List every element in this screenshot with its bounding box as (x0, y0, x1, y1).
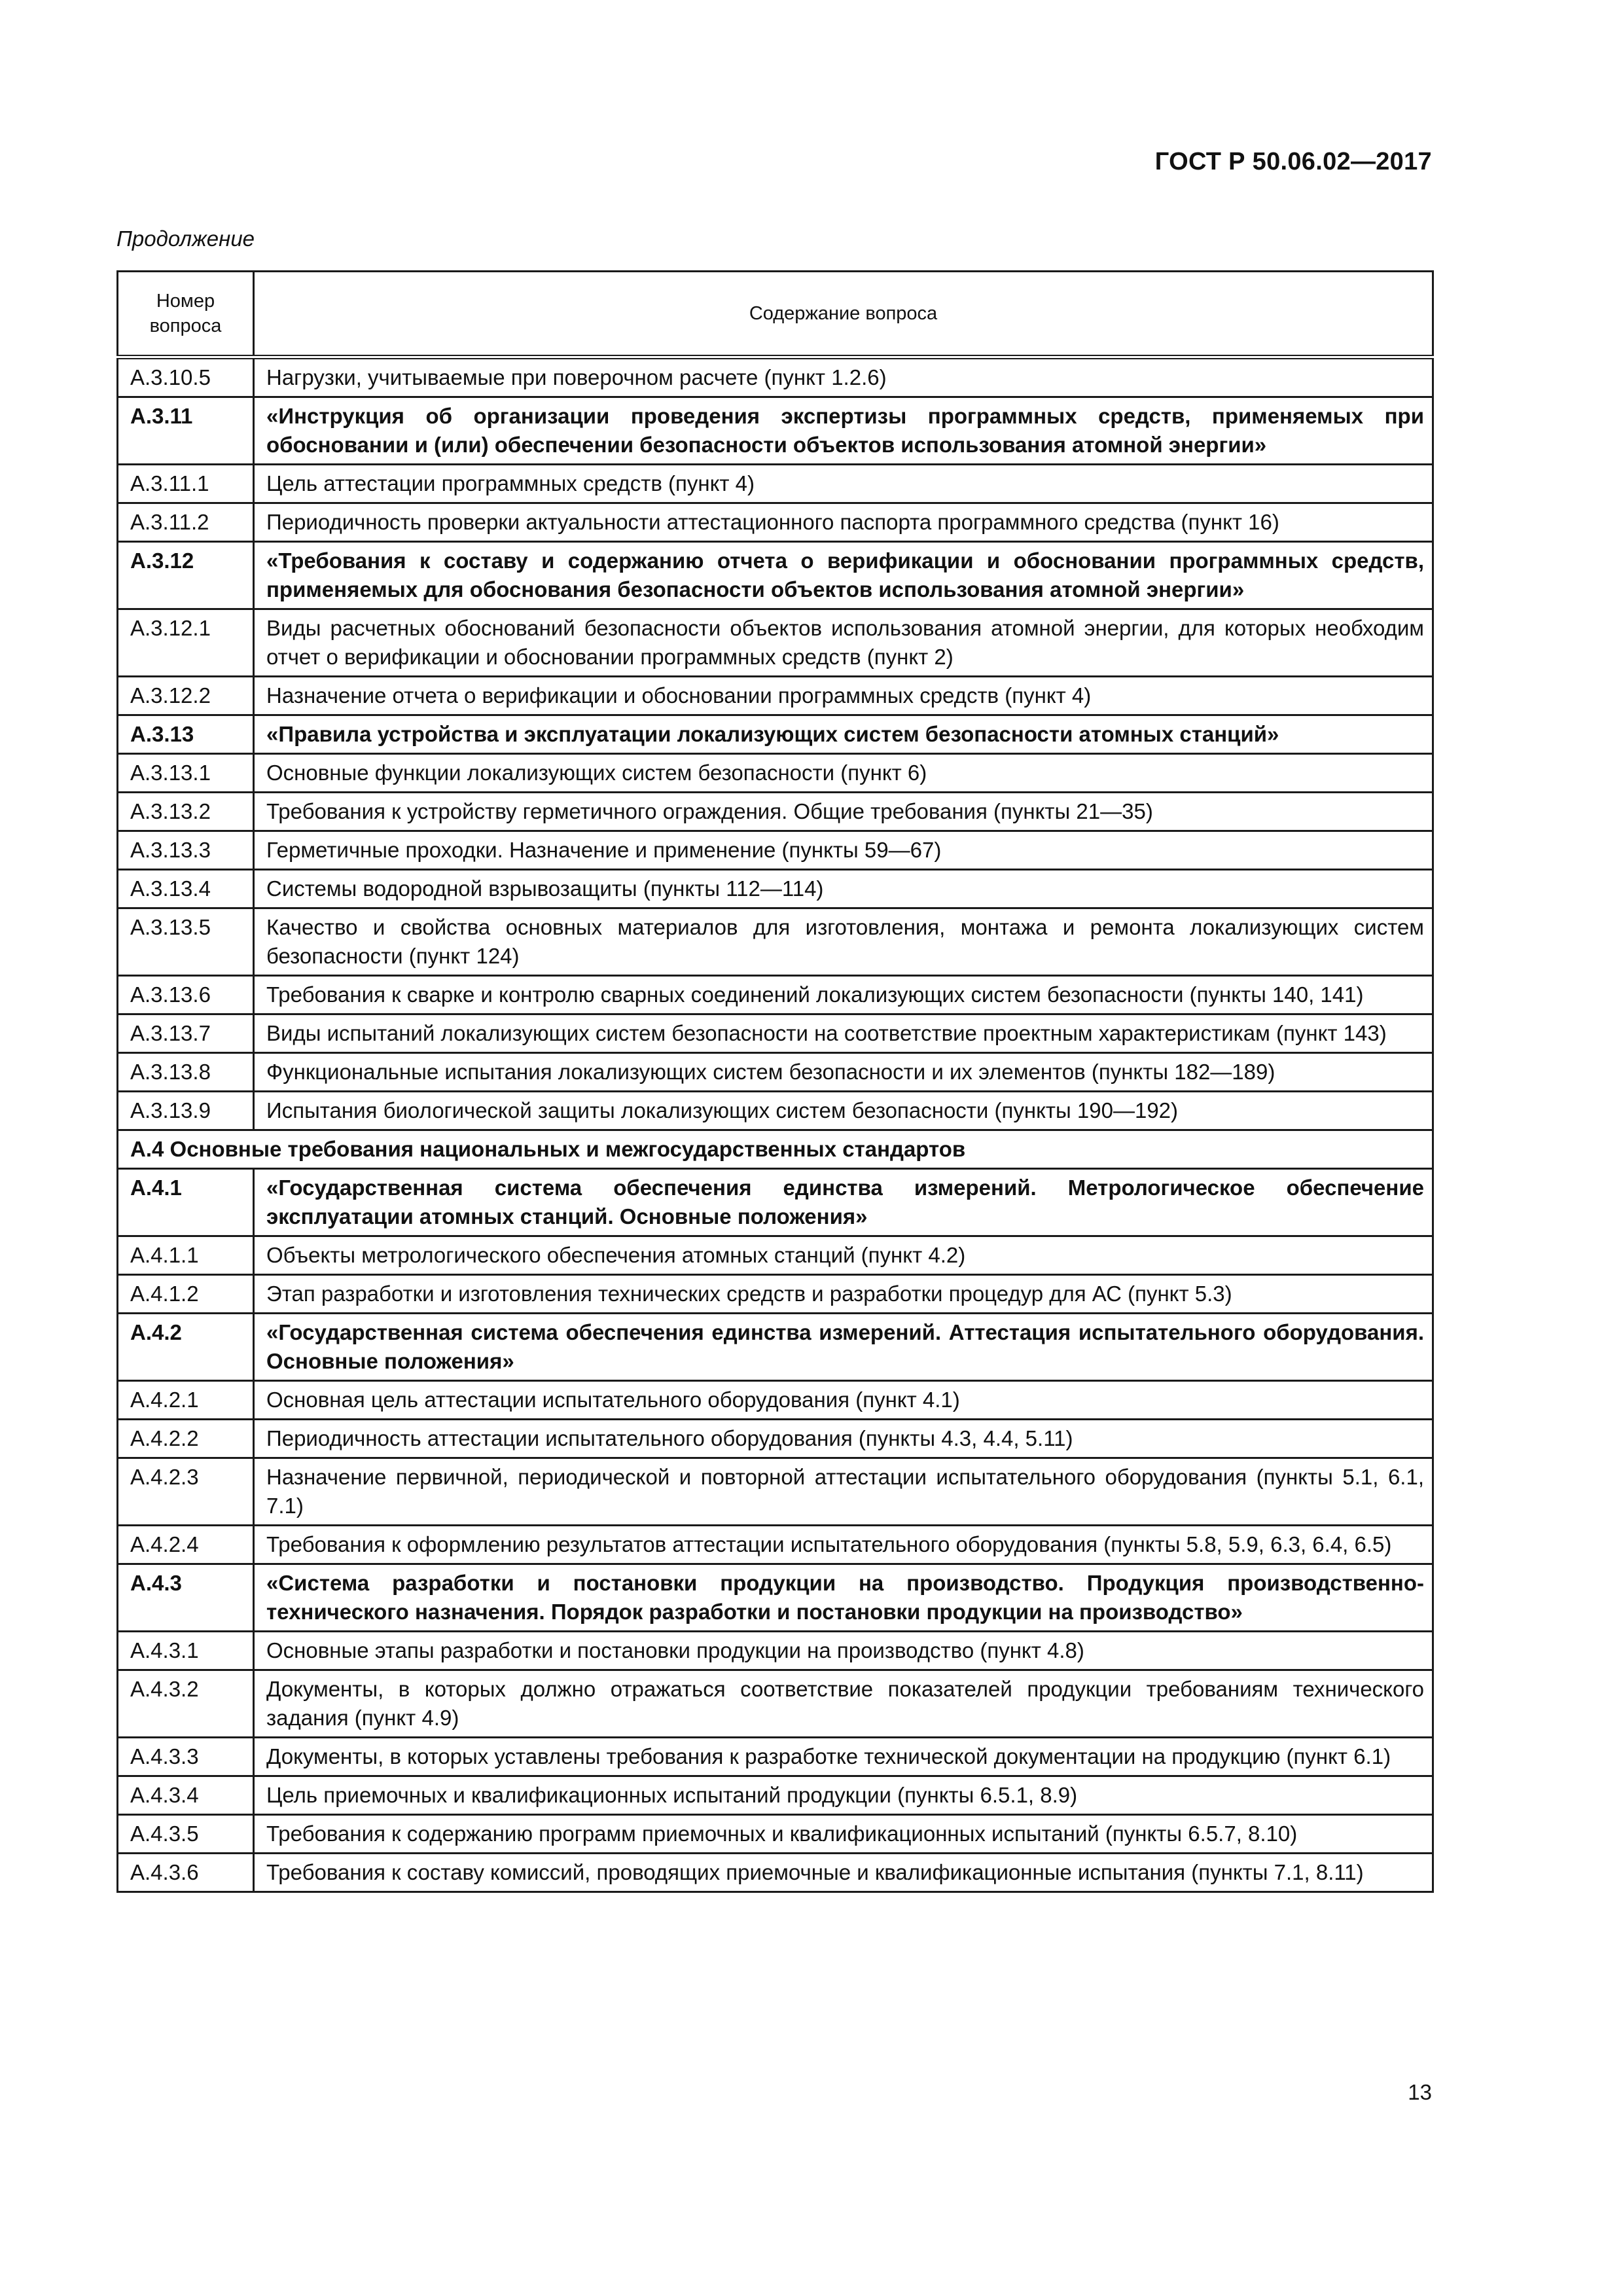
question-row (118, 1381, 1433, 1420)
question-content: Функциональные испытания локализующих систем безопасности и их элементов (пункты 182—189) (254, 1053, 1433, 1092)
question-number: А.4.2 (118, 1314, 254, 1381)
document-title-row (118, 397, 1433, 465)
question-row (118, 465, 1433, 503)
question-content: Герметичные проходки. Назначение и применение (пункты 59—67) (254, 831, 1433, 870)
question-number: А.4.2.3 (118, 1458, 254, 1526)
question-row (118, 1014, 1433, 1053)
question-content: Документы, в которых должно отражаться соответствие показателей продукции требованиям технического задания (пункт 4.9) (254, 1670, 1433, 1738)
header-content-column: Содержание вопроса (254, 272, 1433, 357)
question-content: Требования к устройству герметичного ограждения. Общие требования (пункты 21—35) (254, 793, 1433, 831)
header-number-column: Номер вопроса (118, 272, 254, 357)
question-number: А.3.13.8 (118, 1053, 254, 1092)
question-row (118, 908, 1433, 976)
question-content: Испытания биологической защиты локализующих систем безопасности (пункты 190—192) (254, 1092, 1433, 1130)
question-content: Системы водородной взрывозащиты (пункты 112—114) (254, 870, 1433, 908)
question-number: А.3.13.5 (118, 908, 254, 976)
question-row (118, 1092, 1433, 1130)
document-title-row (118, 1169, 1433, 1236)
question-number: А.3.13.4 (118, 870, 254, 908)
question-row (118, 870, 1433, 908)
question-row (118, 1275, 1433, 1314)
question-row (118, 1670, 1433, 1738)
question-content: «Инструкция об организации проведения экспертизы программных средств, применяемых при обосновании и (или) обеспечении безопасности объектов использования атомной энергии» (254, 397, 1433, 465)
question-content: Требования к составу комиссий, проводящих приемочные и квалификационные испытания (пункты 7.1, 8.11) (254, 1854, 1433, 1892)
question-content: Основная цель аттестации испытательного оборудования (пункт 4.1) (254, 1381, 1433, 1420)
question-number: А.3.13.2 (118, 793, 254, 831)
question-content: Этап разработки и изготовления технических средств и разработки процедур для АС (пункт 5.3) (254, 1275, 1433, 1314)
document-title-row (118, 542, 1433, 609)
question-number: А.4.3.1 (118, 1632, 254, 1670)
question-content: «Правила устройства и эксплуатации локализующих систем безопасности атомных станций» (254, 715, 1433, 754)
question-row (118, 609, 1433, 677)
question-row (118, 976, 1433, 1014)
page-number: 13 (1408, 2080, 1432, 2104)
document-title-row (118, 715, 1433, 754)
question-row (118, 503, 1433, 542)
question-number: А.3.11 (118, 397, 254, 465)
document-code: ГОСТ Р 50.06.02—2017 (1154, 148, 1432, 175)
question-content: Объекты метрологического обеспечения атомных станций (пункт 4.2) (254, 1236, 1433, 1275)
question-content: Требования к оформлению результатов аттестации испытательного оборудования (пункты 5.8, 5.9, 6.3, 6.4, 6.5) (254, 1526, 1433, 1564)
question-content: Нагрузки, учитываемые при поверочном расчете (пункт 1.2.6) (254, 357, 1433, 397)
question-number: А.3.12 (118, 542, 254, 609)
question-number: А.4.2.2 (118, 1420, 254, 1458)
section-row (118, 1130, 1433, 1169)
question-row (118, 1526, 1433, 1564)
question-row (118, 831, 1433, 870)
questions-table (116, 270, 1434, 1893)
question-content: Виды испытаний локализующих систем безопасности на соответствие проектным характеристикам (пункт 143) (254, 1014, 1433, 1053)
section-heading: А.4 Основные требования национальных и межгосударственных стандартов (118, 1130, 1433, 1169)
question-content: «Государственная система обеспечения единства измерений. Метрологическое обеспечение эксплуатации атомных станций. Основные положения» (254, 1169, 1433, 1236)
question-row (118, 1458, 1433, 1526)
question-row (118, 1776, 1433, 1815)
question-row (118, 754, 1433, 793)
question-content: Периодичность аттестации испытательного оборудования (пункты 4.3, 4.4, 5.11) (254, 1420, 1433, 1458)
question-content: Виды расчетных обоснований безопасности объектов использования атомной энергии, для которых необходим отчет о верификации и обосновании программных средств (пункт 2) (254, 609, 1433, 677)
question-number: А.3.13 (118, 715, 254, 754)
question-number: А.3.13.1 (118, 754, 254, 793)
question-number: А.3.11.2 (118, 503, 254, 542)
question-number: А.3.12.2 (118, 677, 254, 715)
question-number: А.4.3.2 (118, 1670, 254, 1738)
question-content: Документы, в которых уставлены требования к разработке технической документации на продукцию (пункт 6.1) (254, 1738, 1433, 1776)
table-body (118, 357, 1433, 1892)
question-content: Цель приемочных и квалификационных испытаний продукции (пункты 6.5.1, 8.9) (254, 1776, 1433, 1815)
question-content: Цель аттестации программных средств (пункт 4) (254, 465, 1433, 503)
question-number: А.4.1.1 (118, 1236, 254, 1275)
question-number: А.4.2.4 (118, 1526, 254, 1564)
question-content: Назначение отчета о верификации и обосновании программных средств (пункт 4) (254, 677, 1433, 715)
question-row (118, 1236, 1433, 1275)
question-content: Основные этапы разработки и постановки продукции на производство (пункт 4.8) (254, 1632, 1433, 1670)
question-number: А.3.13.9 (118, 1092, 254, 1130)
question-content: Требования к содержанию программ приемочных и квалификационных испытаний (пункты 6.5.7, 8.10) (254, 1815, 1433, 1854)
question-content: Требования к сварке и контролю сварных соединений локализующих систем безопасности (пункты 140, 141) (254, 976, 1433, 1014)
question-number: А.4.3 (118, 1564, 254, 1632)
question-row (118, 1738, 1433, 1776)
question-row (118, 677, 1433, 715)
question-content: «Система разработки и постановки продукции на производство. Продукция производственно-технического назначения. Порядок разработки и постановки продукции на производство» (254, 1564, 1433, 1632)
question-number: А.4.3.4 (118, 1776, 254, 1815)
document-title-row (118, 1564, 1433, 1632)
question-content: «Требования к составу и содержанию отчета о верификации и обосновании программных средств, применяемых для обоснования безопасности объектов использования атомной энергии» (254, 542, 1433, 609)
question-content: Периодичность проверки актуальности аттестационного паспорта программного средства (пункт 16) (254, 503, 1433, 542)
question-content: Качество и свойства основных материалов для изготовления, монтажа и ремонта локализующих систем безопасности (пункт 124) (254, 908, 1433, 976)
question-row (118, 1420, 1433, 1458)
question-content: «Государственная система обеспечения единства измерений. Аттестация испытательного оборудования. Основные положения» (254, 1314, 1433, 1381)
question-number: А.4.1.2 (118, 1275, 254, 1314)
question-row (118, 1632, 1433, 1670)
question-row (118, 793, 1433, 831)
question-number: А.4.3.3 (118, 1738, 254, 1776)
question-row (118, 1815, 1433, 1854)
question-number: А.3.11.1 (118, 465, 254, 503)
question-number: А.4.3.6 (118, 1854, 254, 1892)
question-row (118, 1053, 1433, 1092)
table-header-row (118, 272, 1433, 357)
question-number: А.3.12.1 (118, 609, 254, 677)
question-number: А.3.13.7 (118, 1014, 254, 1053)
question-number: А.4.1 (118, 1169, 254, 1236)
question-number: А.3.10.5 (118, 357, 254, 397)
question-content: Назначение первичной, периодической и повторной аттестации испытательного оборудования (пункты 5.1, 6.1, 7.1) (254, 1458, 1433, 1526)
question-content: Основные функции локализующих систем безопасности (пункт 6) (254, 754, 1433, 793)
question-number: А.4.3.5 (118, 1815, 254, 1854)
question-number: А.3.13.6 (118, 976, 254, 1014)
question-row (118, 357, 1433, 397)
continuation-label: Продолжение (116, 226, 255, 251)
question-number: А.3.13.3 (118, 831, 254, 870)
question-number: А.4.2.1 (118, 1381, 254, 1420)
question-row (118, 1854, 1433, 1892)
document-title-row (118, 1314, 1433, 1381)
